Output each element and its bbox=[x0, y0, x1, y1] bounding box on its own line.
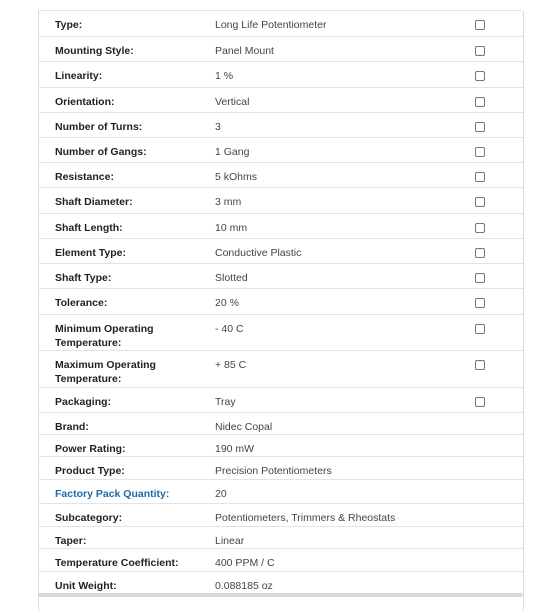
specifications-panel bbox=[38, 11, 524, 611]
spec-value: 10 mm bbox=[215, 221, 248, 234]
spec-label: Number of Gangs: bbox=[55, 145, 147, 158]
spec-value: 20 bbox=[215, 487, 227, 500]
table-row bbox=[39, 213, 523, 238]
spec-label: Minimum Operating Temperature: bbox=[55, 322, 154, 349]
table-row bbox=[39, 187, 523, 213]
table-row bbox=[39, 571, 523, 594]
spec-label: Subcategory: bbox=[55, 511, 123, 524]
spec-label: Brand: bbox=[55, 420, 89, 433]
spec-filter-checkbox[interactable] bbox=[475, 71, 485, 81]
table-row bbox=[39, 479, 523, 503]
spec-label: Shaft Type: bbox=[55, 271, 112, 284]
table-row bbox=[39, 137, 523, 162]
spec-value: 3 mm bbox=[215, 195, 242, 208]
spec-filter-checkbox[interactable] bbox=[475, 397, 485, 407]
spec-value: Vertical bbox=[215, 95, 250, 108]
spec-value: 1 Gang bbox=[215, 145, 250, 158]
spec-filter-checkbox[interactable] bbox=[475, 273, 485, 283]
spec-filter-checkbox[interactable] bbox=[475, 122, 485, 132]
spec-label: Tolerance: bbox=[55, 296, 108, 309]
spec-value: + 85 C bbox=[215, 358, 247, 371]
spec-filter-checkbox[interactable] bbox=[475, 324, 485, 334]
table-row bbox=[39, 112, 523, 137]
spec-value: Nidec Copal bbox=[215, 420, 273, 433]
spec-label: Packaging: bbox=[55, 395, 112, 408]
spec-value: Long Life Potentiometer bbox=[215, 19, 327, 31]
spec-filter-checkbox[interactable] bbox=[475, 223, 485, 233]
spec-filter-checkbox[interactable] bbox=[475, 360, 485, 370]
spec-label: Taper: bbox=[55, 534, 87, 547]
spec-label: Linearity: bbox=[55, 69, 103, 82]
table-row bbox=[39, 162, 523, 187]
table-row bbox=[39, 412, 523, 434]
spec-label: Mounting Style: bbox=[55, 44, 134, 57]
spec-label: Shaft Length: bbox=[55, 221, 123, 234]
spec-value: Tray bbox=[215, 395, 236, 408]
table-row bbox=[39, 503, 523, 526]
table-row bbox=[39, 288, 523, 314]
spec-label: Power Rating: bbox=[55, 442, 126, 455]
spec-value: 0.088185 oz bbox=[215, 579, 273, 592]
spec-value: - 40 C bbox=[215, 322, 244, 335]
table-row bbox=[39, 238, 523, 263]
table-row bbox=[39, 350, 523, 387]
table-row bbox=[39, 548, 523, 571]
spec-label: Orientation: bbox=[55, 95, 115, 108]
table-row bbox=[39, 314, 523, 350]
table-row bbox=[39, 61, 523, 87]
table-row bbox=[39, 36, 523, 61]
table-row bbox=[39, 263, 523, 288]
spec-value: Linear bbox=[215, 534, 245, 547]
spec-label: Maximum Operating Temperature: bbox=[55, 358, 156, 385]
spec-value: Potentiometers, Trimmers & Rheostats bbox=[215, 511, 396, 524]
spec-value: 5 kOhms bbox=[215, 170, 258, 183]
spec-label-link[interactable]: Factory Pack Quantity: bbox=[55, 487, 170, 500]
spec-filter-checkbox[interactable] bbox=[475, 197, 485, 207]
spec-value: 190 mW bbox=[215, 442, 255, 455]
spec-value: 400 PPM / C bbox=[215, 556, 275, 569]
spec-filter-checkbox[interactable] bbox=[475, 147, 485, 157]
table-row bbox=[39, 11, 523, 36]
spec-filter-checkbox[interactable] bbox=[475, 298, 485, 308]
spec-label: Product Type: bbox=[55, 464, 125, 477]
spec-filter-checkbox[interactable] bbox=[475, 20, 485, 30]
table-row bbox=[39, 434, 523, 456]
spec-label: Temperature Coefficient: bbox=[55, 556, 179, 569]
spec-value: Conductive Plastic bbox=[215, 246, 302, 259]
specifications-table bbox=[39, 11, 523, 595]
table-row bbox=[39, 526, 523, 548]
spec-filter-checkbox[interactable] bbox=[475, 248, 485, 258]
spec-value: Panel Mount bbox=[215, 44, 274, 57]
table-row bbox=[39, 456, 523, 479]
spec-filter-checkbox[interactable] bbox=[475, 97, 485, 107]
spec-value: 3 bbox=[215, 120, 221, 133]
table-row bbox=[39, 87, 523, 112]
spec-value: Slotted bbox=[215, 271, 248, 284]
spec-label: Shaft Diameter: bbox=[55, 195, 133, 208]
spec-label: Type: bbox=[55, 19, 83, 31]
spec-label: Unit Weight: bbox=[55, 579, 117, 592]
spec-value: 1 % bbox=[215, 69, 234, 82]
spec-label: Number of Turns: bbox=[55, 120, 143, 133]
spec-label: Resistance: bbox=[55, 170, 114, 183]
spec-filter-checkbox[interactable] bbox=[475, 172, 485, 182]
table-bottom-bar bbox=[38, 593, 522, 597]
spec-value: Precision Potentiometers bbox=[215, 464, 332, 477]
table-row bbox=[39, 387, 523, 412]
spec-label: Element Type: bbox=[55, 246, 126, 259]
spec-filter-checkbox[interactable] bbox=[475, 46, 485, 56]
spec-value: 20 % bbox=[215, 296, 239, 309]
